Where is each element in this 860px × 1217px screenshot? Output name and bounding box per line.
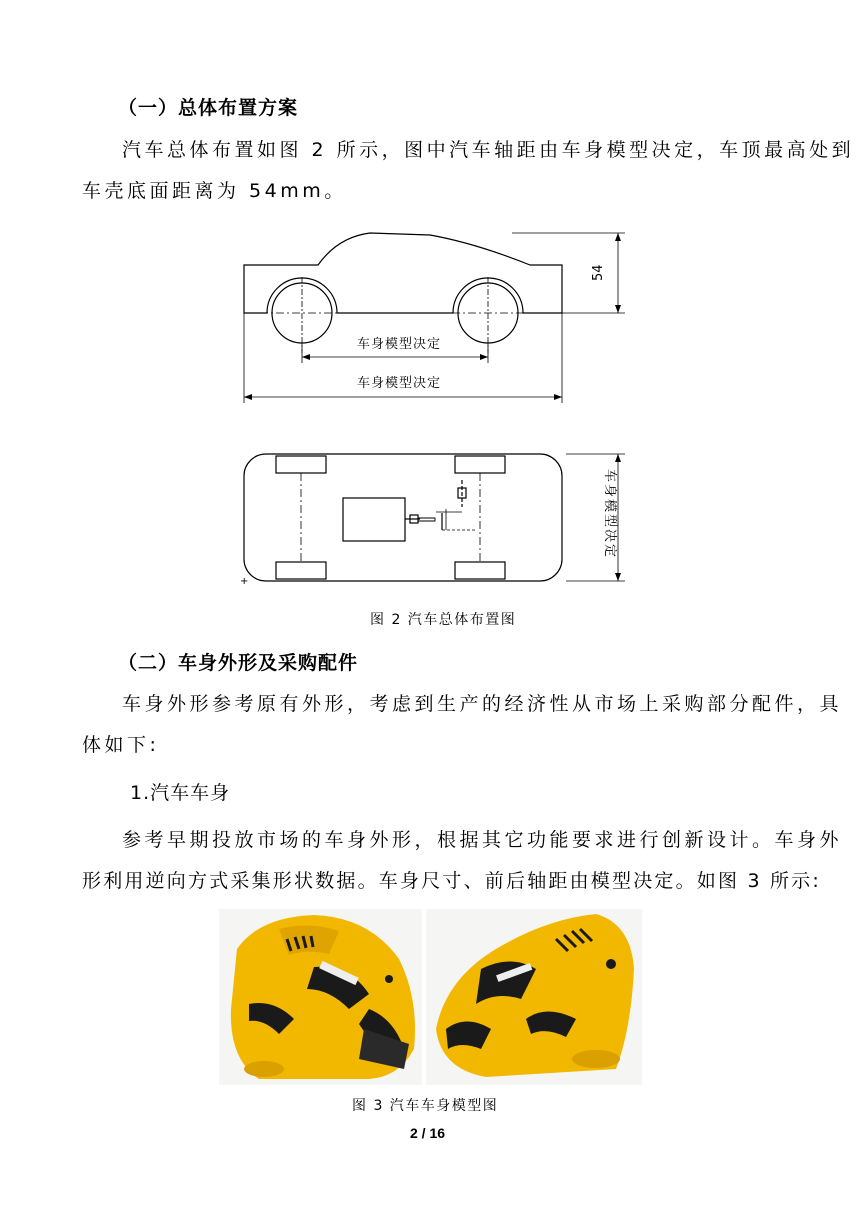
paragraph-body-line1: 车身外形参考原有外形，考虑到生产的经济性从市场上采购部分配件，具 (122, 693, 843, 715)
car-photo-rear (426, 909, 642, 1085)
dim-length-label: 车身模型决定 (357, 376, 442, 391)
wheel-rear-left (455, 456, 505, 473)
wheel-front-right (276, 562, 326, 579)
paragraph-layout-line1: 汽车总体布置如图 2 所示，图中汽车轴距由车身模型决定，车顶最高处到 (122, 139, 855, 161)
item1-line2: 形利用逆向方式采集形状数据。车身尺寸、前后轴距由模型决定。如图 3 所示: (82, 870, 821, 892)
layout-diagram (230, 225, 630, 605)
car-side-outline (244, 233, 562, 313)
section-heading-body: （二）车身外形及采购配件 (118, 652, 359, 674)
figure3-caption: 图 3 汽车车身模型图 (352, 1098, 499, 1114)
item1-line1: 参考早期投放市场的车身外形，根据其它功能要求进行创新设计。车身外 (122, 829, 843, 851)
dim-wheelbase-label: 车身模型决定 (357, 337, 442, 352)
figure2-caption: 图 2 汽车总体布置图 (370, 612, 517, 628)
svg-text:+: + (240, 576, 249, 587)
paragraph-layout-line2: 车壳底面距离为 54mm。 (82, 180, 347, 202)
wheel-rear-right (455, 562, 505, 579)
page-number: 2 / 16 (410, 1125, 446, 1141)
wheel-front-left (276, 456, 326, 473)
item1-title: 1.汽车车身 (130, 782, 231, 804)
car-photo-front (219, 909, 422, 1085)
section-heading-layout: （一）总体布置方案 (118, 97, 299, 119)
dim-height-label: 54 (591, 264, 606, 281)
dim-width-label: 车身模型决定 (602, 469, 617, 560)
paragraph-body-line2: 体如下: (82, 734, 160, 756)
motor-block (343, 498, 405, 541)
